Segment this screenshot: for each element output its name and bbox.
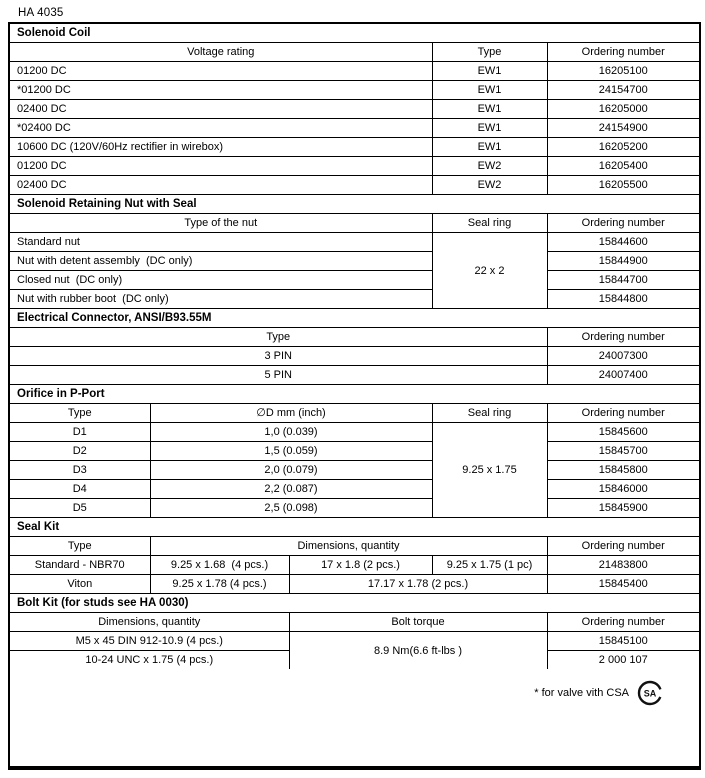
- order-cell: 15845100: [547, 632, 699, 651]
- header-row: [10, 214, 699, 233]
- table-row: [10, 271, 699, 290]
- col-header-ordering-number: Ordering number: [547, 613, 699, 632]
- seal-ring-cell: 22 x 2: [432, 233, 547, 309]
- table-row: [10, 176, 699, 195]
- nut-type-cell: Nut with rubber boot (DC only): [10, 290, 432, 309]
- table-row: [10, 366, 699, 385]
- table-row: [10, 632, 699, 651]
- header-row: [10, 404, 699, 423]
- voltage-cell: 10600 DC (120V/60Hz rectifier in wirebox): [10, 138, 432, 157]
- dimension-cell: 17 x 1.8 (2 pcs.): [289, 556, 432, 575]
- dimension-cell: 9.25 x 1.68 (4 pcs.): [150, 556, 289, 575]
- section-title-row: [10, 309, 699, 328]
- col-header-dimensions: Dimensions, quantity: [150, 537, 547, 556]
- col-header-ordering-number: Ordering number: [547, 328, 699, 347]
- orifice-type-cell: D1: [10, 423, 150, 442]
- connector-type-cell: 3 PIN: [10, 347, 547, 366]
- diameter-cell: 2,5 (0.098): [150, 499, 432, 518]
- order-cell: 15844600: [547, 233, 699, 252]
- voltage-cell: 01200 DC: [10, 62, 432, 81]
- table-row: [10, 461, 699, 480]
- table-row: [10, 138, 699, 157]
- section-title-solenoid-coil: Solenoid Coil: [10, 24, 699, 43]
- table-row: [10, 442, 699, 461]
- bolt-dims-cell: 10-24 UNC x 1.75 (4 pcs.): [10, 651, 289, 670]
- order-cell: 15844800: [547, 290, 699, 309]
- table-row: [10, 157, 699, 176]
- order-cell: 24007300: [547, 347, 699, 366]
- order-cell: 16205100: [547, 62, 699, 81]
- table-row: [10, 480, 699, 499]
- order-cell: 15845700: [547, 442, 699, 461]
- header-row: [10, 537, 699, 556]
- table-row: [10, 499, 699, 518]
- spec-table: [10, 24, 699, 669]
- nut-type-cell: Nut with detent assembly (DC only): [10, 252, 432, 271]
- diameter-cell: 1,0 (0.039): [150, 423, 432, 442]
- bolt-torque-cell: 8.9 Nm(6.6 ft-lbs ): [289, 632, 547, 670]
- col-header-type: Type: [432, 43, 547, 62]
- order-cell: 16205500: [547, 176, 699, 195]
- bolt-dims-cell: M5 x 45 DIN 912-10.9 (4 pcs.): [10, 632, 289, 651]
- col-header-ordering-number: Ordering number: [547, 404, 699, 423]
- table-row: [10, 575, 699, 594]
- order-cell: 16205000: [547, 100, 699, 119]
- nut-type-cell: Closed nut (DC only): [10, 271, 432, 290]
- order-cell: 24007400: [547, 366, 699, 385]
- section-title-orifice: Orifice in P-Port: [10, 385, 699, 404]
- order-cell: 21483800: [547, 556, 699, 575]
- section-title-row: [10, 24, 699, 43]
- header-row: [10, 43, 699, 62]
- type-cell: EW1: [432, 81, 547, 100]
- order-cell: 16205200: [547, 138, 699, 157]
- voltage-cell: 02400 DC: [10, 100, 432, 119]
- voltage-cell: 02400 DC: [10, 176, 432, 195]
- table-row: [10, 556, 699, 575]
- table-row: [10, 233, 699, 252]
- col-header-seal-ring: Seal ring: [432, 404, 547, 423]
- col-header-voltage-rating: Voltage rating: [10, 43, 432, 62]
- table-row: [10, 423, 699, 442]
- dimension-cell: 9.25 x 1.75 (1 pc): [432, 556, 547, 575]
- order-cell: 15844900: [547, 252, 699, 271]
- table-frame: [8, 22, 701, 770]
- order-cell: 16205400: [547, 157, 699, 176]
- order-cell: 24154900: [547, 119, 699, 138]
- table-row: [10, 119, 699, 138]
- seal-kit-type-cell: Viton: [10, 575, 150, 594]
- seal-kit-type-cell: Standard - NBR70: [10, 556, 150, 575]
- col-header-nut-type: Type of the nut: [10, 214, 432, 233]
- col-header-type: Type: [10, 328, 547, 347]
- section-title-row: [10, 518, 699, 537]
- csa-logo-text: SA: [643, 688, 657, 699]
- section-title-row: [10, 594, 699, 613]
- col-header-ordering-number: Ordering number: [547, 537, 699, 556]
- type-cell: EW2: [432, 157, 547, 176]
- order-cell: 2 000 107: [547, 651, 699, 670]
- section-title-row: [10, 385, 699, 404]
- order-cell: 15845400: [547, 575, 699, 594]
- col-header-type: Type: [10, 404, 150, 423]
- header-row: [10, 613, 699, 632]
- orifice-type-cell: D5: [10, 499, 150, 518]
- col-header-diameter: ∅D mm (inch): [150, 404, 432, 423]
- voltage-cell: 01200 DC: [10, 157, 432, 176]
- table-row: [10, 290, 699, 309]
- voltage-cell: *02400 DC: [10, 119, 432, 138]
- col-header-ordering-number: Ordering number: [547, 43, 699, 62]
- section-title-seal-kit: Seal Kit: [10, 518, 699, 537]
- csa-footnote: * for valve vith CSA: [534, 687, 629, 699]
- diameter-cell: 2,2 (0.087): [150, 480, 432, 499]
- section-title-row: [10, 195, 699, 214]
- col-header-bolt-torque: Bolt torque: [289, 613, 547, 632]
- col-header-seal-ring: Seal ring: [432, 214, 547, 233]
- section-title-retaining-nut: Solenoid Retaining Nut with Seal: [10, 195, 699, 214]
- table-row: [10, 347, 699, 366]
- type-cell: EW1: [432, 119, 547, 138]
- footnote-row: [10, 680, 699, 706]
- col-header-dimensions: Dimensions, quantity: [10, 613, 289, 632]
- diameter-cell: 1,5 (0.059): [150, 442, 432, 461]
- orifice-type-cell: D3: [10, 461, 150, 480]
- table-row: [10, 100, 699, 119]
- voltage-cell: *01200 DC: [10, 81, 432, 100]
- dimension-cell: 9.25 x 1.78 (4 pcs.): [150, 575, 289, 594]
- connector-type-cell: 5 PIN: [10, 366, 547, 385]
- dimension-cell: 17.17 x 1.78 (2 pcs.): [289, 575, 547, 594]
- table-row: [10, 81, 699, 100]
- seal-ring-cell: 9.25 x 1.75: [432, 423, 547, 518]
- diameter-cell: 2,0 (0.079): [150, 461, 432, 480]
- col-header-type: Type: [10, 537, 150, 556]
- table-row: [10, 62, 699, 81]
- type-cell: EW1: [432, 62, 547, 81]
- orifice-type-cell: D2: [10, 442, 150, 461]
- order-cell: 24154700: [547, 81, 699, 100]
- doc-code: HA 4035: [18, 7, 64, 19]
- order-cell: 15846000: [547, 480, 699, 499]
- order-cell: 15845800: [547, 461, 699, 480]
- csa-certification-icon: [637, 680, 663, 706]
- orifice-type-cell: D4: [10, 480, 150, 499]
- type-cell: EW2: [432, 176, 547, 195]
- col-header-ordering-number: Ordering number: [547, 214, 699, 233]
- table-row: [10, 252, 699, 271]
- type-cell: EW1: [432, 100, 547, 119]
- order-cell: 15845900: [547, 499, 699, 518]
- order-cell: 15844700: [547, 271, 699, 290]
- header-row: [10, 328, 699, 347]
- nut-type-cell: Standard nut: [10, 233, 432, 252]
- order-cell: 15845600: [547, 423, 699, 442]
- section-title-bolt-kit: Bolt Kit (for studs see HA 0030): [10, 594, 699, 613]
- section-title-connector: Electrical Connector, ANSI/B93.55M: [10, 309, 699, 328]
- type-cell: EW1: [432, 138, 547, 157]
